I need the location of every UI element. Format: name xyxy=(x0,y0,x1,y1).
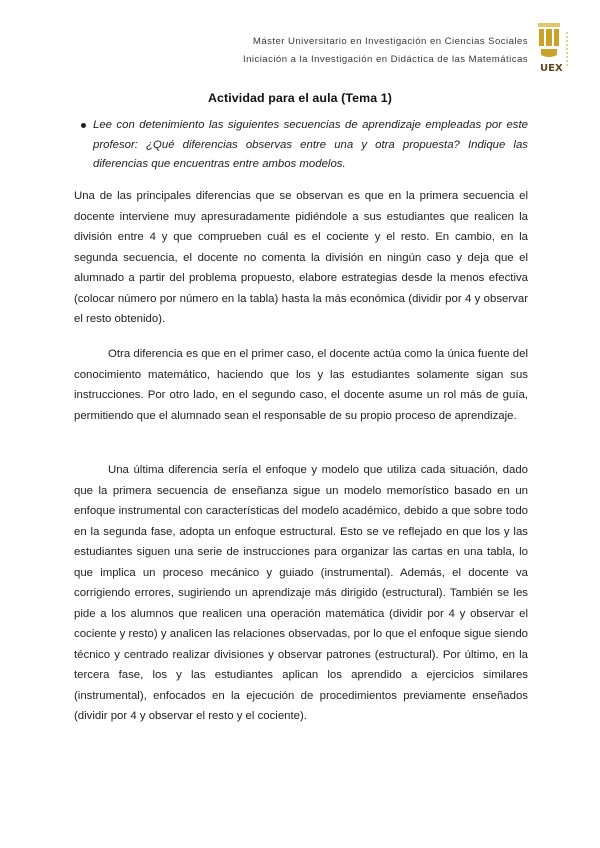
logo-text: UEX xyxy=(540,63,563,74)
logo-column-left xyxy=(539,29,544,46)
paragraph-2: Otra diferencia es que en el primer caso, el docente actúa como la única fuente del conocimiento matemático, haciendo que los y las estudiantes solamente sigan sus instrucciones. Por otro lado, en el segundo caso, el docente asume un rol más de guía, permitiendo que el alumnado sean el responsable de su propio proceso de aprendizaje. xyxy=(74,348,528,422)
page-title: Actividad para el aula (Tema 1) xyxy=(208,91,392,105)
logo-top-bar xyxy=(538,23,560,27)
header-program: Máster Universitario en Investigación en Ciencias Sociales xyxy=(252,36,528,47)
paragraph-1: Una de las principales diferencias que se observan es que en la primera secuencia el docente interviene muy apresuradamente pidiéndole a sus estudiantes que realicen la división entre 4 y que comprueben cuál es el cociente y el resto. En cambio, en la segunda secuencia, el docente no comenta la división en ningún caso y deja que el alumnado a partir del problema propuesto, elabore estrategias desde la menos efectiva (colocar número por número en la tabla) hasta la más económica (dividir por 4 y observar el resto obtenido). xyxy=(74,190,528,325)
logo-column-right xyxy=(554,29,559,46)
bullet-icon xyxy=(81,123,86,128)
instruction-text: Lee con detenimiento las siguientes secuencias de aprendizaje empleadas por este profesor: ¿Qué diferencias observas entre una y otra propuesta? Indique las diferencias que encuentras entre ambos modelos. xyxy=(93,119,528,171)
page-header xyxy=(243,33,528,69)
university-logo-icon xyxy=(536,22,580,76)
university-logo xyxy=(536,22,580,76)
logo-u-shape xyxy=(541,49,557,57)
instruction-bullet xyxy=(76,116,528,175)
header-course: Iniciación a la Investigación en Didáctica de las Matemáticas xyxy=(242,54,528,65)
paragraph-3: Una última diferencia sería el enfoque y modelo que utiliza cada situación, dado que la primera secuencia de enseñanza sigue un modelo memorístico basado en un enfoque instrumental con características del modelo académico, debido a que sobre todo en la segunda fase, adopta un enfoque estructural. Esto se ve reflejado en que los y las estudiantes siguen una serie de instrucciones para organizar las cartas en una tabla, lo que implica un proceso mecánico y guiado (instrumental). Además, el docente va corrigiendo errores, sugiriendo un aprendizaje más dirigido (estructural). También se les pide a los alumnos que realicen una operación matemática (dividir por 4 y observar el cociente y resto) y analicen las relaciones observadas, por lo que el enfoque sigue siendo técnico y centrado realizar divisiones y observar patrones (estructural). Por último, en la tercera fase, los y las estudiantes aplican los aprendido a ejercicios similares (instrumental), enfocados en la ejecución de procedimientos previamente enseñados (dividir por 4 y observar el resto y el cociente). xyxy=(74,464,528,722)
logo-column-mid xyxy=(546,29,552,46)
